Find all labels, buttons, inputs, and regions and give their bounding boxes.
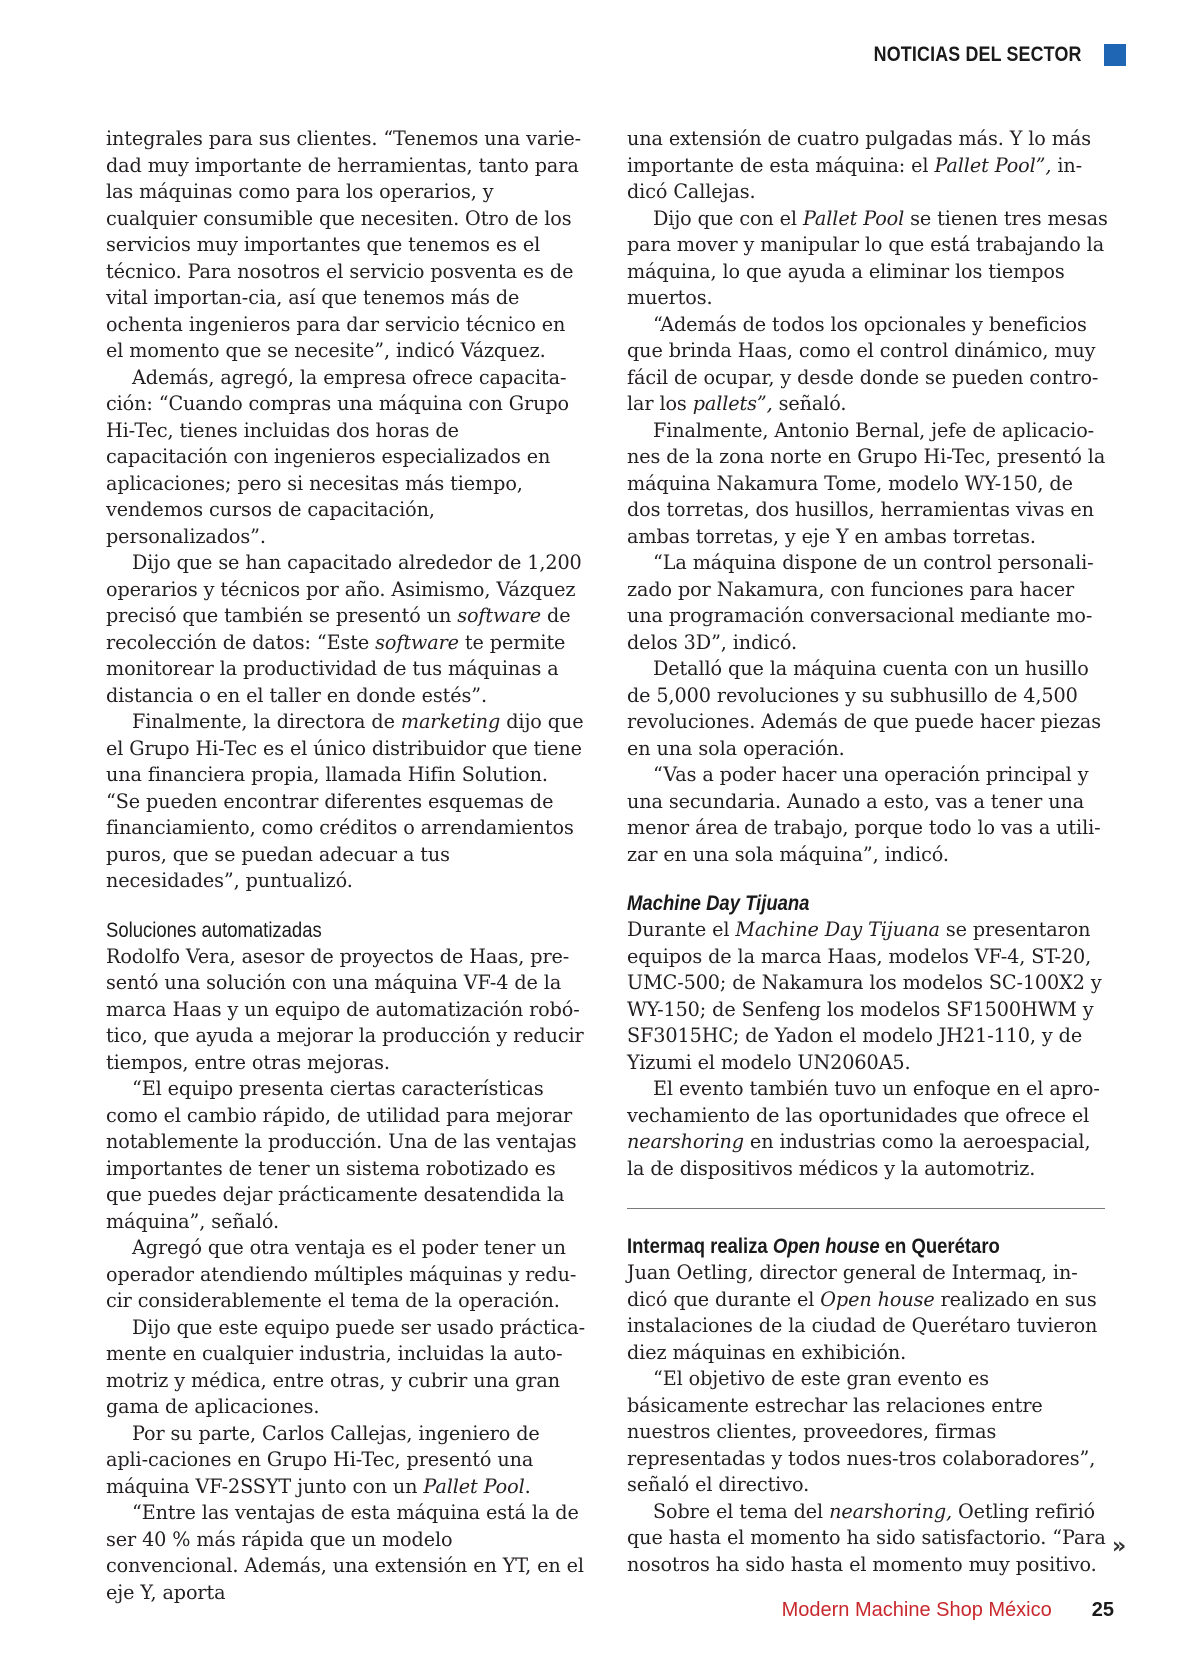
paragraph: una extensión de cuatro pulgadas más. Y lo más importante de esta máquina: el Pallet Pool”, in-dicó Callejas. [627, 127, 1091, 203]
paragraph: integrales para sus clientes. “Tenemos una varie-dad muy importante de herramientas, tanto para las máquinas como para los operarios, y cualquier consumible que necesiten. Otro de los servicios muy importantes que tenemos es el técnico. Para nosotros el servicio posventa es de vital importan-cia, así que tenemos más de ochenta ingenieros para dar servicio técnico en el momento que se necesite”, indicó Vázquez. [106, 127, 581, 362]
continue-arrow-icon: » [1112, 1534, 1127, 1559]
paragraph: “Vas a poder hacer una operación principal y una secundaria. Aunado a esto, vas a tener una menor área de trabajo, porque todo lo vas a utili-zar en una sola máquina”, indicó. [627, 763, 1101, 866]
paragraph: Dijo que este equipo puede ser usado práctica-mente en cualquier industria, incluidas la auto-motriz y médica, entre otras, y cubrir una gran gama de aplicaciones. [106, 1315, 585, 1418]
paragraph: Juan Oetling, director general de Intermaq, in-dicó que durante el Open house realizado en sus instalaciones de la ciudad de Querétaro tuvieron diez máquinas en exhibición. [627, 1261, 1098, 1364]
paragraph: El evento también tuvo un enfoque en el apro-vechamiento de las oportunidades que ofrece el nearshoring en industrias como la aeroespacial, la de dispositivos médicos y la automotriz. [627, 1077, 1100, 1180]
section-header [837, 40, 1126, 70]
subheading-intermaq: Intermaq realiza Open house en Querétaro [627, 1235, 1000, 1258]
paragraph: Dijo que con el Pallet Pool se tienen tres mesas para mover y manipular lo que está trabajando la máquina, lo que ayuda a eliminar los tiempos muertos. [627, 206, 1108, 309]
left-column [106, 126, 586, 1606]
subheading-soluciones: Soluciones automatizadas [106, 918, 322, 942]
paragraph: Sobre el tema del nearshoring, Oetling refirió que hasta el momento ha sido satisfactorio. “Para nosotros ha sido hasta el momento muy positivo. [627, 1499, 1106, 1576]
section-color-square [1104, 44, 1126, 66]
section-label: NOTICIAS DEL SECTOR [874, 43, 1082, 66]
subheading-machine-day: Machine Day Tijuana [627, 892, 810, 915]
paragraph: Finalmente, la directora de marketing dijo que el Grupo Hi-Tec es el único distribuidor que tiene una financiera propia, llamada Hifin Solution. “Se pueden encontrar diferentes esquemas de financiamiento, como créditos o arrendamientos puros, que se puedan adecuar a tus necesidades”, puntualizó. [106, 710, 584, 892]
paragraph: “El equipo presenta ciertas características como el cambio rápido, de utilidad para mejorar notablemente la producción. Una de las ventajas importantes de tener un sistema robotizado es que puedes dejar prácticamente desatendida la máquina”, señaló. [106, 1077, 577, 1233]
magazine-name: Modern Machine Shop México [781, 1599, 1052, 1621]
page-number: 25 [1091, 1599, 1114, 1621]
section-divider [627, 1208, 1105, 1209]
page-footer [782, 1599, 1114, 1622]
paragraph: Por su parte, Carlos Callejas, ingeniero de apli-caciones en Grupo Hi-Tec, presentó una máquina VF-2SSYT junto con un Pallet Pool. [106, 1421, 540, 1498]
paragraph: Rodolfo Vera, asesor de proyectos de Haas, pre-sentó una solución con una máquina VF-4 de la marca Haas y un equipo de automatización robó-tico, que ayuda a mejorar la producción y reducir tiempos, entre otras mejoras. [106, 944, 584, 1074]
paragraph: “Además de todos los opcionales y beneficios que brinda Haas, como el control dinámico, muy fácil de ocupar, y desde donde se pueden contro-lar los pallets”, señaló. [627, 312, 1099, 415]
paragraph: Durante el Machine Day Tijuana se presentaron equipos de la marca Haas, modelos VF-4, ST-20, UMC-500; de Nakamura los modelos SC-100X2 y WY-150; de Senfeng los modelos SF1500HWM y SF3015HC; de Yadon el modelo JH21-110, y de Yizumi el modelo UN2060A5. [627, 918, 1102, 1074]
right-column [627, 126, 1109, 1578]
paragraph: Además, agregó, la empresa ofrece capacita-ción: “Cuando compras una máquina con Grupo Hi-Tec, tienes incluidas dos horas de capacitación con ingenieros especializados en aplicaciones; pero si necesitas más tiempo, vendemos cursos de capacitación, personalizados”. [106, 365, 569, 548]
paragraph: Agregó que otra ventaja es el poder tener un operador atendiendo múltiples máquinas y redu-cir considerablemente el tema de la operación. [106, 1236, 577, 1312]
paragraph: “La máquina dispone de un control personali-zado por Nakamura, con funciones para hacer una programación conversacional mediante mo-delos 3D”, indicó. [627, 551, 1094, 654]
paragraph: Dijo que se han capacitado alrededor de 1,200 operarios y técnicos por año. Asimismo, Vázquez precisó que también se presentó un software de recolección de datos: “Este software te permite monitorear la productividad de tus máquinas a distancia o en el taller en donde estés”. [106, 551, 582, 707]
paragraph: “Entre las ventajas de esta máquina está la de ser 40 % más rápida que un modelo convencional. Además, una extensión en YT, en el eje Y, aporta [106, 1501, 584, 1604]
paragraph: “El objetivo de este gran evento es básicamente estrechar las relaciones entre nuestros clientes, proveedores, firmas representadas y todos nues-tros colaboradores”, señaló el directivo. [627, 1367, 1096, 1496]
paragraph: Detalló que la máquina cuenta con un husillo de 5,000 revoluciones y su subhusillo de 4,500 revoluciones. Además de que puede hacer piezas en una sola operación. [627, 657, 1101, 760]
paragraph: Finalmente, Antonio Bernal, jefe de aplicacio-nes de la zona norte en Grupo Hi-Tec, presentó la máquina Nakamura Tome, modelo WY-150, de dos torretas, dos husillos, herramientas vivas en ambas torretas, y eje Y en ambas torretas. [627, 418, 1106, 548]
